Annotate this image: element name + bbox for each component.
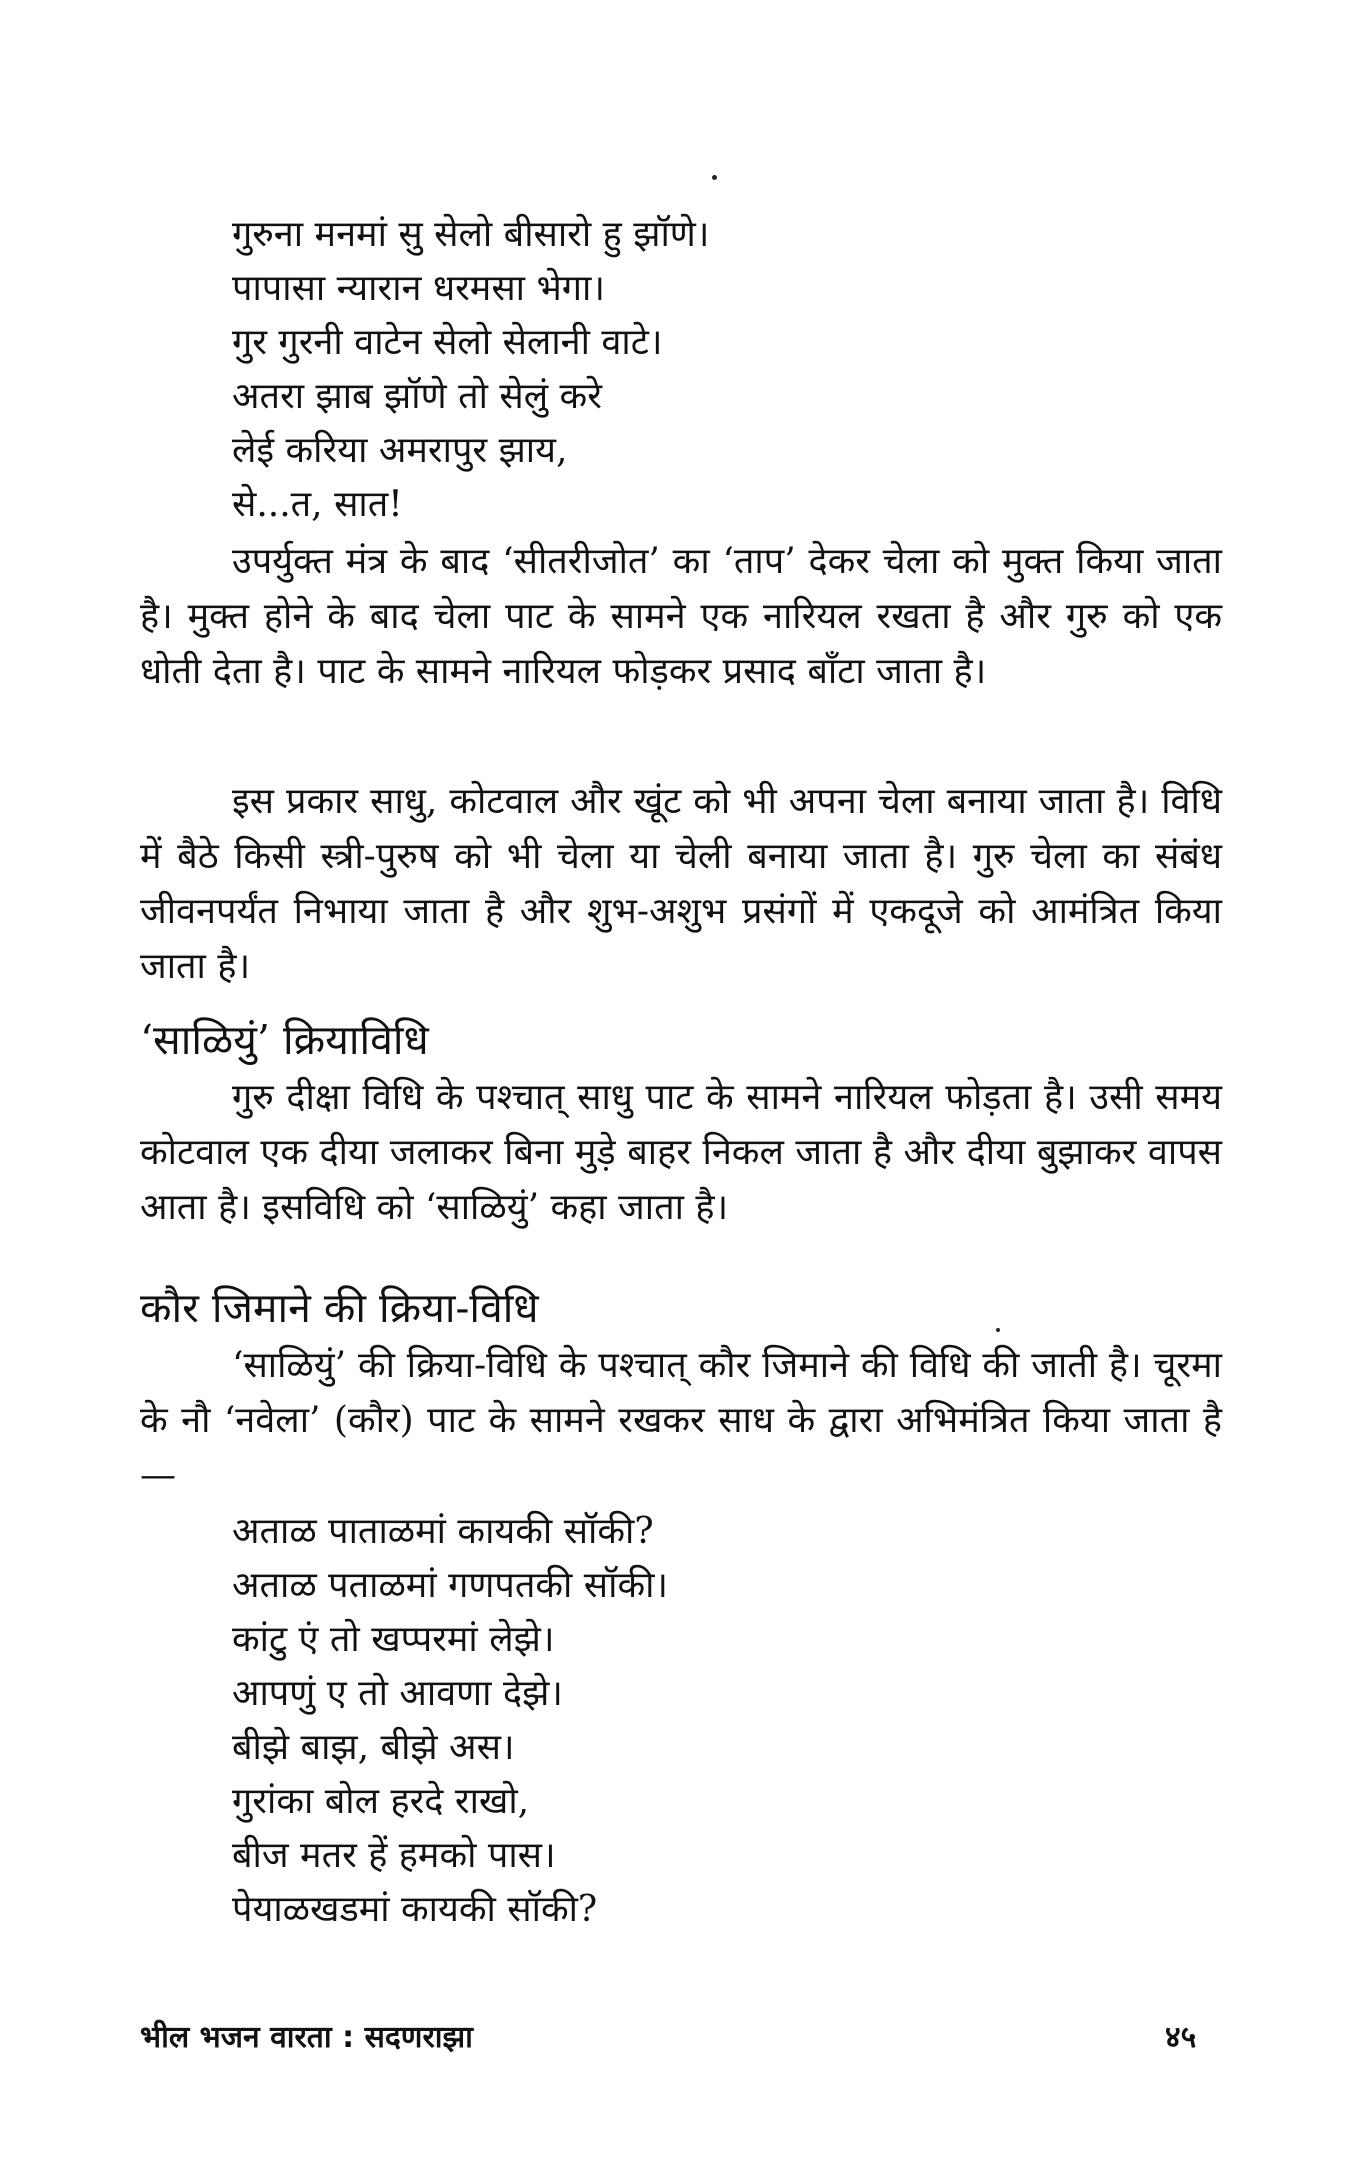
paragraph-saliyun: गुरु दीक्षा विधि के पश्चात् साधु पाट के सामने नारियल फोड़ता है। उसी समय कोटवाल एक दीया जलाकर बिना मुड़े बाहर निकल जाता है और दीया बुझाकर वापस आता है। इसविधि को ‘साळियुं’ कहा जाता है। <box>140 1077 1222 1228</box>
verse-line: गुरांका बोल हरदे राखो, <box>232 1781 530 1822</box>
paragraph-kaur: ‘साळियुं’ की क्रिया-विधि के पश्चात् कौर जिमाने की विधि की जाती है। चूरमा के नौ ‘नवेला’ (कौर) पाट के सामने रखकर साध के द्वारा अभिमंत्रित किया जाता है — <box>140 1345 1222 1496</box>
verse-line: गुर गुरनी वाटेन सेलो सेलानी वाटे। <box>232 322 663 363</box>
verse-line: पापासा न्यारान धरमसा भेगा। <box>232 268 605 309</box>
verse-line: से...त, सात! <box>232 484 403 525</box>
paragraph-chela: इस प्रकार साधु, कोटवाल और खूंट को भी अपना चेला बनाया जाता है। विधि में बैठे किसी स्त्री-पुरुष को भी चेला या चेली बनाया जाता है। गुरु चेला का संबंध जीवनपर्यंत निभाया जाता है और शुभ-अशुभ प्रसंगों में एकदूजे को आमंत्रित किया जाता है। <box>140 781 1222 987</box>
page-number: ४५ <box>1165 2020 1197 2055</box>
print-speck <box>712 175 717 180</box>
footer-book-title: भील भजन वारता : सदणराझा <box>140 2020 473 2055</box>
verse-line: बीज मतर हें हमको पास। <box>232 1835 556 1876</box>
verse-line: बीझे बाझ, बीझे अस। <box>232 1727 515 1768</box>
verse-line: गुरुना मनमां सु सेलो बीसारो हु झॉणे। <box>232 214 710 255</box>
paragraph-mukti: उपर्युक्त मंत्र के बाद ‘सीतरीजोत’ का ‘ताप’ देकर चेला को मुक्त किया जाता है। मुक्त होने के बाद चेला पाट के सामने एक नारियल रखता है और गुरु को एक धोती देता है। पाट के सामने नारियल फोड़कर प्रसाद बाँटा जाता है। <box>140 541 1222 692</box>
verse-line: अताळ पाताळमां कायकी सॉकी? <box>232 1511 654 1552</box>
print-speck <box>996 1328 1000 1332</box>
section-heading-kaur: कौर जिमाने की क्रिया-विधि <box>140 1284 539 1332</box>
verse-line: अताळ पताळमां गणपतकी सॉकी। <box>232 1565 669 1606</box>
section-heading-saliyun: ‘साळियुं’ क्रियाविधि <box>140 1016 429 1064</box>
verse-line: अतरा झाब झॉणे तो सेलुं करे <box>232 376 602 417</box>
verse-line: कांटु एं तो खप्परमां लेझे। <box>232 1619 555 1660</box>
verse-line: लेई करिया अमरापुर झाय, <box>232 430 568 471</box>
verse-line: आपणुं ए तो आवणा देझे। <box>232 1673 563 1714</box>
verse-line: पेयाळखडमां कायकी सॉकी? <box>232 1889 598 1930</box>
